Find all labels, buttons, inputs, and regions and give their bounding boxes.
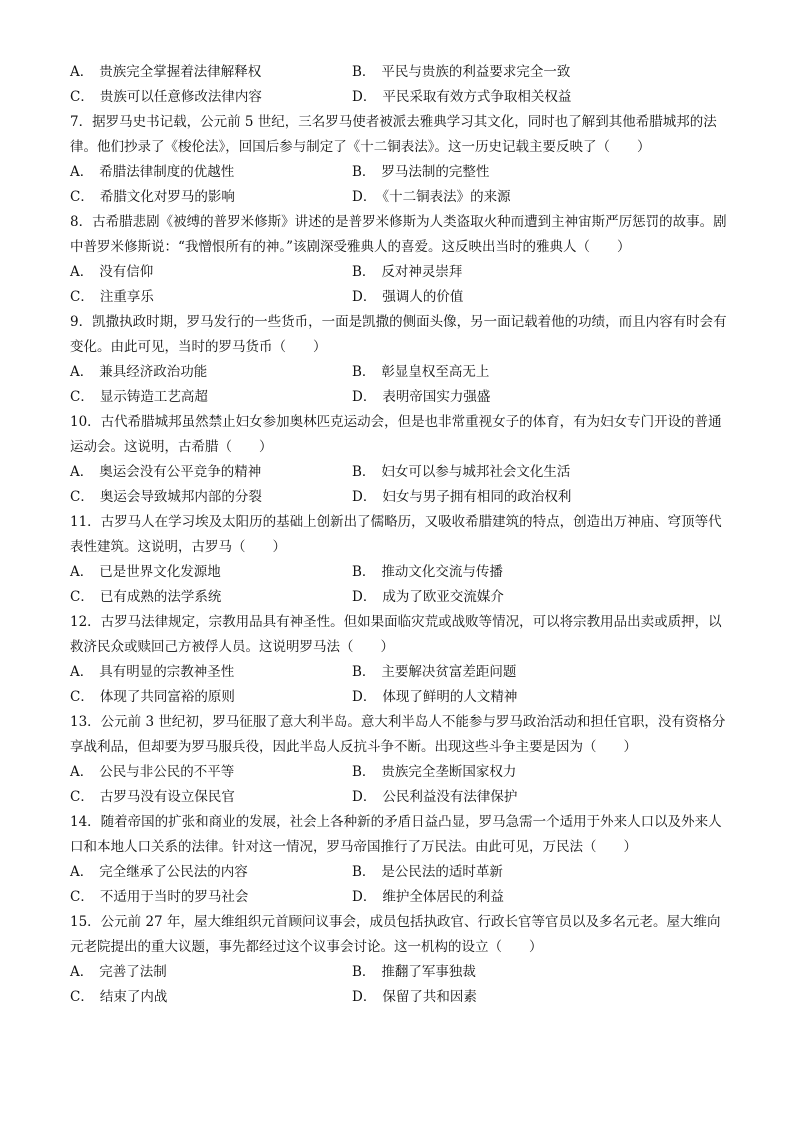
option-b: B． 是公民法的适时革新 [352,864,503,880]
option-a: A． 奥运会没有公平竞争的精神 [70,464,262,480]
question-options [70,460,730,510]
option-a: A． 希腊法律制度的优越性 [70,164,235,180]
option-d: D． 强调人的价值 [352,289,464,305]
question-options [70,360,730,410]
question-12 [70,610,730,710]
question-11 [70,510,730,610]
option-b: B． 罗马法制的完整性 [352,164,490,180]
option-d: D． 公民利益没有法律保护 [352,789,518,805]
option-b: B． 平民与贵族的利益要求完全一致 [352,64,571,80]
option-d: D． 体现了鲜明的人文精神 [352,689,518,705]
question-13 [70,710,730,810]
question-stem: 15．公元前 27 年，屋大维组织元首顾问议事会，成员包括执政官、行政长官等官员以及多名元老。屋大维向元老院提出的重大议题，事先都经过这个议事会讨论。这一机构的设立（ ） [70,914,721,955]
option-b: B． 彰显皇权至高无上 [352,364,490,380]
option-a: A． 完善了法制 [70,964,167,980]
question-stem: 13．公元前 3 世纪初，罗马征服了意大利半岛。意大利半岛人不能参与罗马政治活动和担任官职，没有资格分享战利品，但却要为罗马服兵役，因此半岛人反抗斗争不断。出现这些斗争主要是因为（ ） [70,714,726,755]
option-c: C． 结束了内战 [70,989,168,1005]
option-c: C． 已有成熟的法学系统 [70,589,222,605]
question-options [70,560,730,610]
question-9 [70,310,730,410]
option-c: C． 不适用于当时的罗马社会 [70,889,249,905]
question-options [70,860,730,910]
option-c: C． 显示铸造工艺高超 [70,389,208,405]
option-d: D． 成为了欧亚交流媒介 [352,589,504,605]
option-c: C． 奥运会导致城邦内部的分裂 [70,489,262,505]
option-a: A． 贵族完全掌握着法律解释权 [70,64,262,80]
leading-options [70,60,730,110]
question-stem: 9．凯撒执政时期，罗马发行的一些货币，一面是凯撒的侧面头像，另一面记载着他的功绩，而且内容有时会有变化。由此可见，当时的罗马货币（ ） [70,314,727,355]
option-c: C． 希腊文化对罗马的影响 [70,189,235,205]
option-c: C． 贵族可以任意修改法律内容 [70,89,262,105]
question-stem: 11．古罗马人在学习埃及太阳历的基础上创新出了儒略历，又吸收希腊建筑的特点，创造出万神庙、穹顶等代表性建筑。这说明，古罗马（ ） [70,514,722,555]
option-d: D． 表明帝国实力强盛 [352,389,491,405]
option-a: A． 具有明显的宗教神圣性 [70,664,235,680]
question-stem: 10．古代希腊城邦虽然禁止妇女参加奥林匹克运动会，但是也非常重视女子的体育，有为妇女专门开设的普通运动会。这说明，古希腊（ ） [70,414,722,455]
question-options [70,660,730,710]
question-stem: 14．随着帝国的扩张和商业的发展，社会上各种新的矛盾日益凸显，罗马急需一个适用于外来人口以及外来人口和本地人口关系的法律。针对这一情况，罗马帝国推行了万民法。由此可见，万民法（ ） [70,814,722,855]
question-stem: 8．古希腊悲剧《被缚的普罗米修斯》讲述的是普罗米修斯为人类盗取火种而遭到主神宙斯严厉惩罚的故事。剧中普罗米修斯说：“我憎恨所有的神。”该剧深受雅典人的喜爱。这反映出当时的雅典人（ ） [70,214,727,255]
question-options [70,960,730,1010]
option-a: A． 兼具经济政治功能 [70,364,208,380]
option-d: D． 维护全体居民的利益 [352,889,504,905]
option-b: B． 贵族完全垄断国家权力 [352,764,517,780]
option-c: C． 古罗马没有设立保民官 [70,789,235,805]
option-c: C． 体现了共同富裕的原则 [70,689,235,705]
question-10 [70,410,730,510]
option-d: D． 《十二铜表法》的来源 [352,189,511,205]
question-stem: 12．古罗马法律规定，宗教用品具有神圣性。但如果面临灾荒或战败等情况，可以将宗教用品出卖或质押，以救济民众或赎回己方被俘人员。这说明罗马法（ ） [70,614,722,655]
question-15 [70,910,730,1010]
question-options [70,760,730,810]
question-8 [70,210,730,310]
option-b: B． 推翻了军事独裁 [352,964,476,980]
option-d: D． 保留了共和因素 [352,989,477,1005]
option-d: D． 平民采取有效方式争取相关权益 [352,89,572,105]
option-a: A． 完全继承了公民法的内容 [70,864,248,880]
option-b: B． 主要解决贫富差距问题 [352,664,517,680]
option-a: A． 公民与非公民的不平等 [70,764,235,780]
question-stem: 7．据罗马史书记载，公元前 5 世纪，三名罗马使者被派去雅典学习其文化，同时也了解到其他希腊城邦的法律。他们抄录了《梭伦法》，回国后参与制定了《十二铜表法》。这一历史记载主要反映了（ ） [70,114,717,155]
option-b: B． 推动文化交流与传播 [352,564,503,580]
option-d: D． 妇女与男子拥有相同的政治权利 [352,489,572,505]
option-a: A． 没有信仰 [70,264,154,280]
question-options [70,260,730,310]
option-a: A． 已是世界文化发源地 [70,564,221,580]
question-list [70,60,730,1010]
question-14 [70,810,730,910]
option-c: C． 注重享乐 [70,289,154,305]
option-b: B． 妇女可以参与城邦社会文化生活 [352,464,571,480]
option-b: B． 反对神灵崇拜 [352,264,463,280]
question-options [70,160,730,210]
question-7 [70,110,730,210]
